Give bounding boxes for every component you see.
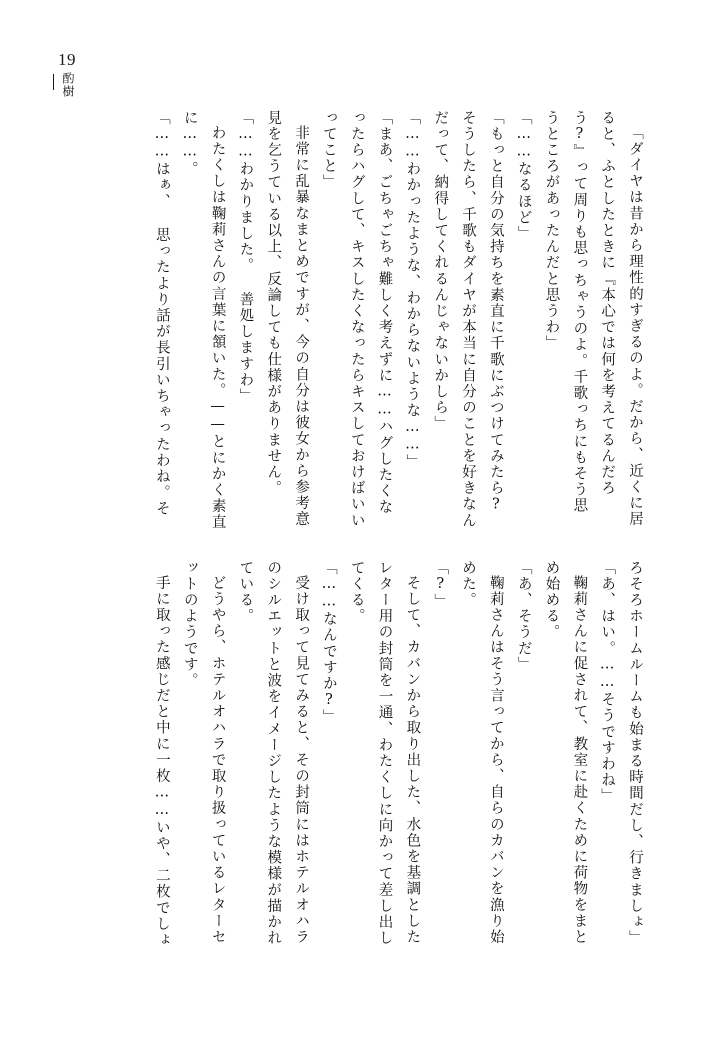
- paragraph: 「まあ、ごちゃごちゃ難しく考えずに……ハグしたくなったらハグして、キスしたくなったらキスしておけばいいってこと」: [320, 110, 393, 529]
- paragraph: 鞠莉さんに促されて、教室に赴くために荷物をまとめ始める。: [543, 560, 588, 945]
- paragraph: 「……はぁ、 思ったより話が長引いちゃったわね。そ: [153, 110, 170, 517]
- paragraph: 「……わかりました。 善処しますわ」: [237, 110, 254, 405]
- paragraph: 受け取って見てみると、その封筒にはホテルオハラのシルエットと波をイメージしたような模様が描かれている。: [237, 560, 310, 947]
- paragraph: 「あ、はい。……そうですわね」: [599, 560, 616, 805]
- running-header: 酌樹: [61, 72, 75, 98]
- paragraph: わたくしは鞠莉さんの言葉に頷いた。——とにかく素直に……。: [181, 110, 226, 530]
- paragraph: そして、カバンから取り出した、水色を基調としたレター用の封筒を一通、わたくしに向かって差し出してくる。: [348, 560, 421, 947]
- paragraph: ろそろホームルームも始まる時間だし、行きましょ」: [627, 560, 643, 947]
- paragraph: 鞠莉さんはそう言ってから、自らのカバンを漁り始めた。: [460, 560, 504, 945]
- body-text-upper: [88, 110, 648, 530]
- paragraph: 「ダイヤは昔から理性的すぎるのよ。だから、近くに居ると、ふとしたときに『本心では何を考えてるんだろう?』って周りも思っちゃうのよ。千歌っちにもそう思うところがあったんだと思うわ」: [543, 110, 643, 527]
- paragraph: 「……わかったような、わからないような……」: [404, 110, 421, 471]
- paragraph: 「……なるほど」: [515, 110, 532, 242]
- page-number: 19: [58, 50, 76, 69]
- paragraph: 手に取った感じだと中に一枚……いや、二枚でしょ: [153, 574, 170, 948]
- paragraph: 「?」: [432, 560, 449, 610]
- paragraph: 「もっと自分の気持ちを素直に千歌にぶつけてみたら? そうしたら、千歌もダイヤが本当に自分のことを好きなんだって、納得してくれるんじゃないかしら」: [432, 110, 504, 529]
- paragraph: 「……なんですか?」: [320, 560, 337, 726]
- body-text-lower: [88, 560, 648, 960]
- header-rule: [53, 74, 54, 90]
- paragraph: どうやら、ホテルオハラで取り扱っているレターセットのようです。: [181, 560, 226, 945]
- paragraph: 非常に乱暴なまとめですが、今の自分は彼女から参考意見を乞うている以上、反論しても仕様がありません。: [265, 110, 310, 527]
- paragraph: 「あ、そうだ」: [515, 560, 532, 673]
